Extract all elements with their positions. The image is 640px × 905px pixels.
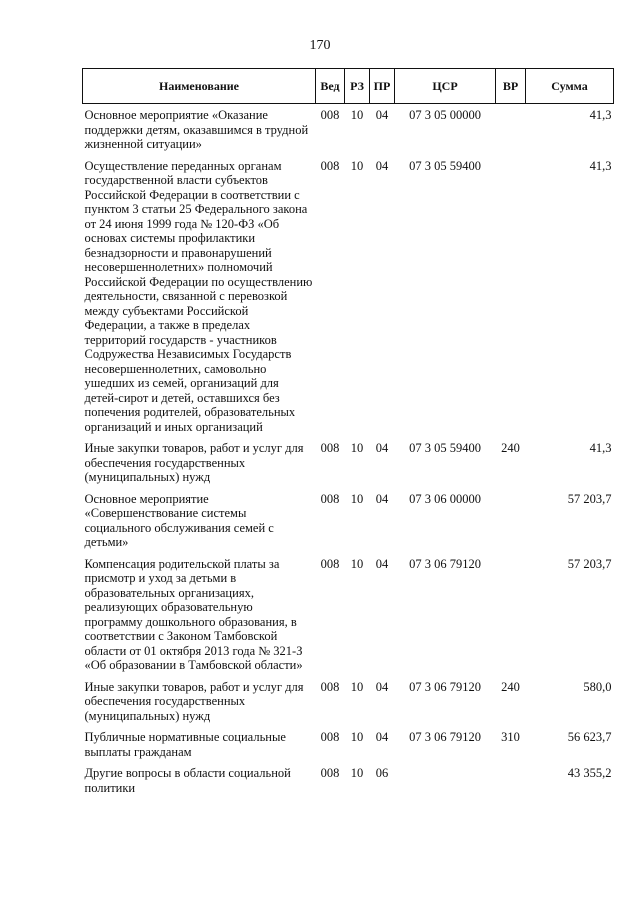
cell-vr <box>496 553 526 676</box>
table-row <box>83 762 614 798</box>
cell-csr: 07 3 05 59400 <box>409 441 481 455</box>
column-header-sum: Сумма <box>526 69 614 104</box>
cell-name: Осуществление переданных органам государственной власти субъектов Российской Федерации в соответствии с пунктом 3 статьи 25 Федерального закона от 24 июня 1999 года № 120-ФЗ «Об основах системы профилактики безнадзорности и правонарушений несовершеннолетних» полномочий Российской Федерации по осуществлению деятельности, связанной с перевозкой между субъектами Российской Федерации, а также в пределах территорий государств - участников Содружества Независимых Государств несовершеннолетних, самовольно ушедших из семей, организаций для детей-сирот и детей, оставшихся без попечения родителей, образовательных организаций и иных организаций <box>84 158 313 434</box>
cell-name: Компенсация родительской платы за присмотр и уход за детьми в образовательных организациях, реализующих образовательную программу дошкольного образования, в соответствии с Законом Тамбовской области от 01 октября 2013 года № 321-З «Об образовании в Тамбовской области» <box>84 556 303 672</box>
cell-pr: 04 <box>375 491 389 506</box>
table-row <box>83 104 614 155</box>
cell-sum: 56 623,7 <box>567 730 612 744</box>
table-row <box>83 488 614 553</box>
cell-csr <box>395 762 496 798</box>
cell-name: Публичные нормативные социальные выплаты гражданам <box>84 730 286 759</box>
cell-vr: 240 <box>501 679 520 694</box>
cell-rz: 10 <box>350 766 364 780</box>
cell-pr: 04 <box>375 441 389 455</box>
cell-vr: 240 <box>501 441 520 455</box>
cell-pr: 04 <box>375 108 389 122</box>
cell-rz: 10 <box>350 730 364 744</box>
cell-ved: 008 <box>320 108 340 122</box>
cell-csr: 07 3 06 79120 <box>409 679 481 694</box>
cell-pr: 04 <box>375 679 389 694</box>
cell-rz: 10 <box>350 679 364 694</box>
table-row <box>83 437 614 488</box>
cell-csr: 07 3 06 79120 <box>409 730 481 744</box>
cell-pr: 04 <box>375 730 389 744</box>
cell-sum: 43 355,2 <box>567 766 612 780</box>
cell-rz: 10 <box>350 556 364 571</box>
cell-sum: 580,0 <box>583 679 612 694</box>
column-header-pr: ПР <box>370 69 395 104</box>
cell-name: Иные закупки товаров, работ и услуг для обеспечения государственных (муниципальных) нужд <box>84 441 304 484</box>
table-row <box>83 553 614 676</box>
table-row <box>83 726 614 762</box>
cell-rz: 10 <box>350 108 364 122</box>
cell-csr: 07 3 06 00000 <box>409 491 481 506</box>
column-header-vr: ВР <box>496 69 526 104</box>
cell-sum: 41,3 <box>589 158 612 173</box>
cell-pr: 04 <box>375 158 389 173</box>
cell-sum: 57 203,7 <box>567 556 612 571</box>
cell-vr <box>496 155 526 438</box>
table-row <box>83 676 614 727</box>
cell-ved: 008 <box>320 441 340 455</box>
cell-vr <box>496 104 526 155</box>
cell-vr <box>496 488 526 553</box>
cell-csr: 07 3 05 00000 <box>409 108 481 122</box>
cell-vr <box>496 762 526 798</box>
cell-sum: 41,3 <box>589 108 612 122</box>
cell-rz: 10 <box>350 158 364 173</box>
cell-sum: 57 203,7 <box>567 491 612 506</box>
cell-ved: 008 <box>320 730 340 744</box>
cell-name: Основное мероприятие «Оказание поддержки детям, оказавшимся в трудной жизненной ситуации» <box>84 108 309 151</box>
cell-sum: 41,3 <box>589 441 612 455</box>
cell-name: Другие вопросы в области социальной политики <box>84 766 291 795</box>
cell-csr: 07 3 05 59400 <box>409 158 481 173</box>
column-header-rz: РЗ <box>345 69 370 104</box>
cell-pr: 04 <box>375 556 389 571</box>
cell-csr: 07 3 06 79120 <box>409 556 481 571</box>
cell-ved: 008 <box>320 491 340 506</box>
budget-table <box>82 68 614 798</box>
cell-rz: 10 <box>350 491 364 506</box>
cell-ved: 008 <box>320 766 340 780</box>
column-header-ved: Вед <box>316 69 345 104</box>
column-header-csr: ЦСР <box>395 69 496 104</box>
column-header-name: Наименование <box>83 69 316 104</box>
table-row <box>83 155 614 438</box>
cell-name: Иные закупки товаров, работ и услуг для обеспечения государственных (муниципальных) нужд <box>84 679 304 723</box>
cell-vr: 310 <box>501 730 520 744</box>
table-body <box>83 104 614 799</box>
cell-ved: 008 <box>320 679 340 694</box>
page-number: 170 <box>309 38 331 53</box>
cell-name: Основное мероприятие «Совершенствование системы социального обслуживания семей с детьми» <box>84 491 274 549</box>
cell-ved: 008 <box>320 556 340 571</box>
table-header <box>83 69 614 104</box>
cell-rz: 10 <box>350 441 364 455</box>
cell-pr: 06 <box>375 766 389 780</box>
cell-ved: 008 <box>320 158 340 173</box>
